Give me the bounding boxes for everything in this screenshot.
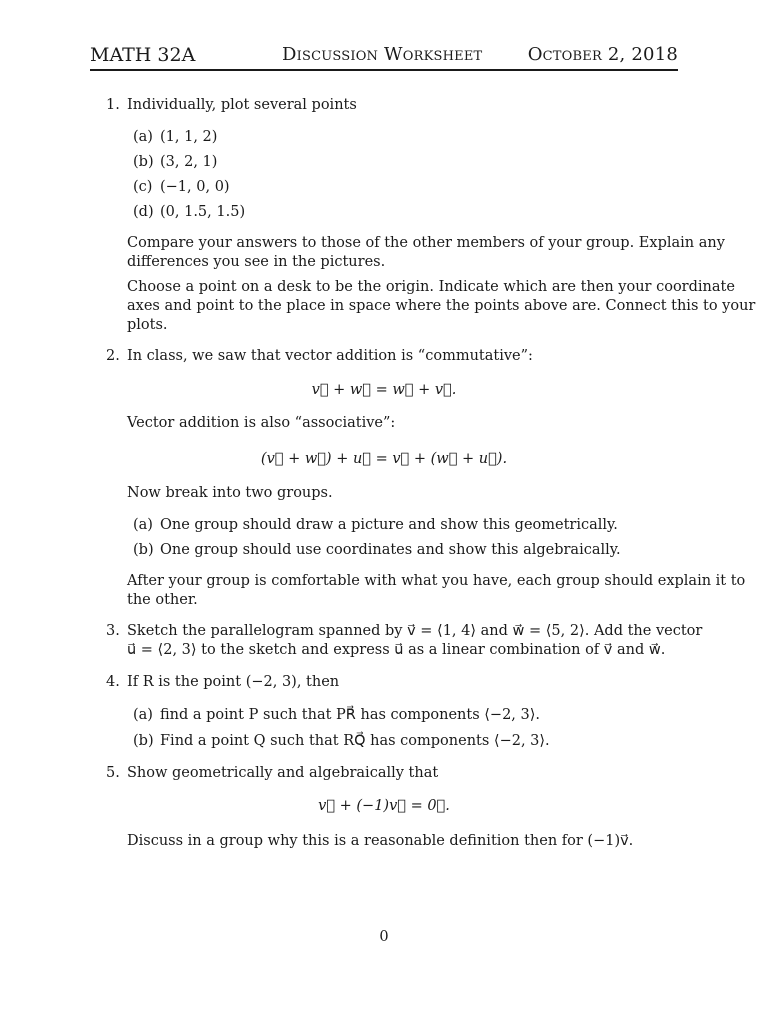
item-label: (b) [133, 542, 154, 558]
header-course: MATH 32A [90, 44, 196, 66]
equation-commutative: v⃗ + w⃗ = w⃗ + v⃗. [311, 382, 457, 398]
item-label: (a) [133, 129, 153, 145]
paragraph-line: Sketch the parallelogram spanned by v⃗ = ⟨1, 4⟩ and w⃗ = ⟨5, 2⟩. Add the vector [127, 623, 703, 639]
item-text: One group should draw a picture and show this geometrically. [160, 517, 618, 533]
paragraph-line: plots. [127, 317, 168, 333]
item-text: (1, 1, 2) [160, 129, 218, 145]
problem-number: 2. [106, 348, 120, 364]
equation-associative: (v⃗ + w⃗) + u⃗ = v⃗ + (w⃗ + u⃗). [260, 451, 508, 467]
equation-additive-inverse: v⃗ + (−1)v⃗ = 0⃗. [318, 798, 450, 814]
item-text: find a point P such that PR⃗ has components ⟨−2, 3⟩. [160, 707, 541, 723]
paragraph-line: u⃗ = ⟨2, 3⟩ to the sketch and express u⃗ as a linear combination of v⃗ and w⃗. [127, 642, 666, 658]
paragraph-line: Choose a point on a desk to be the origin. Indicate which are then your coordinate [127, 279, 735, 295]
paragraph-line: Compare your answers to those of the other members of your group. Explain any [127, 235, 725, 251]
paragraph-line: the other. [127, 592, 198, 608]
item-text: (−1, 0, 0) [160, 179, 230, 195]
header-rule [90, 69, 678, 71]
problem-4-intro: If R is the point (−2, 3), then [127, 674, 340, 690]
paragraph-line: differences you see in the pictures. [127, 254, 386, 270]
paragraph-line: After your group is comfortable with what you have, each group should explain it to [127, 573, 746, 589]
paragraph-line: axes and point to the place in space where the points above are. Connect this to your [127, 298, 756, 314]
item-text: (0, 1.5, 1.5) [160, 204, 246, 220]
header-title: Discussion Worksheet [282, 44, 483, 65]
item-label: (c) [133, 179, 153, 195]
item-text: (3, 2, 1) [160, 154, 218, 170]
problem-5-closing: Discuss in a group why this is a reasonable definition then for (−1)v⃗. [127, 833, 634, 849]
problem-number: 5. [106, 765, 120, 781]
problem-number: 1. [106, 97, 120, 113]
problem-number: 3. [106, 623, 120, 639]
item-text: One group should use coordinates and show this algebraically. [160, 542, 621, 558]
item-label: (a) [133, 517, 153, 533]
item-text: Find a point Q such that RQ⃗ has components ⟨−2, 3⟩. [160, 733, 550, 749]
problem-2-intro: In class, we saw that vector addition is “commutative”: [127, 348, 533, 364]
problem-number: 4. [106, 674, 120, 690]
item-label: (b) [133, 154, 154, 170]
problem-1-intro: Individually, plot several points [127, 97, 357, 113]
page-number: 0 [379, 929, 389, 945]
item-label: (b) [133, 733, 154, 749]
problem-2-break: Now break into two groups. [127, 485, 333, 501]
item-label: (d) [133, 204, 154, 220]
problem-5-intro: Show geometrically and algebraically that [127, 765, 439, 781]
header-date: October 2, 2018 [527, 44, 678, 65]
problem-2-mid: Vector addition is also “associative”: [127, 415, 396, 431]
item-label: (a) [133, 707, 153, 723]
